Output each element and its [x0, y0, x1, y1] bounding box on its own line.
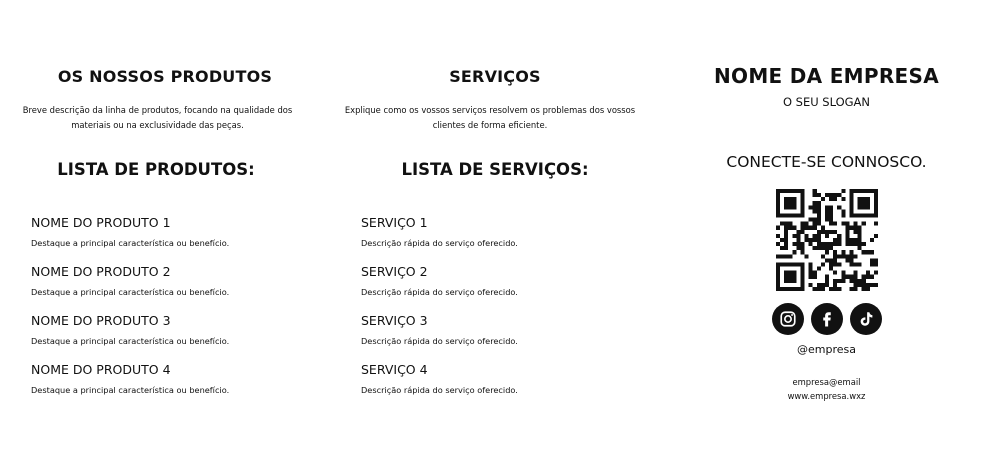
service-name: SERVIÇO 1 [361, 215, 428, 230]
products-description-line-1: Breve descrição da linha de produtos, focando na qualidade dos [22, 105, 293, 115]
services-list-title: LISTA DE SERVIÇOS: [401, 160, 589, 179]
product-item [31, 263, 229, 312]
services-description-line-1: Explique como os vossos serviços resolvem os problemas dos vossos [344, 105, 636, 115]
tiktok-icon[interactable] [850, 303, 882, 335]
social-icons [772, 303, 882, 335]
instagram-icon[interactable] [772, 303, 804, 335]
products-description-line-2: materiais ou na exclusividade das peças. [71, 120, 244, 130]
product-name: NOME DO PRODUTO 3 [31, 313, 171, 328]
products-list-title: LISTA DE PRODUTOS: [57, 160, 255, 179]
service-name: SERVIÇO 4 [361, 362, 428, 377]
product-name: NOME DO PRODUTO 1 [31, 215, 171, 230]
slogan: O SEU SLOGAN [782, 95, 871, 109]
product-description: Destaque a principal característica ou benefício. [31, 385, 230, 395]
service-item [361, 263, 518, 312]
product-description: Destaque a principal característica ou benefício. [31, 336, 230, 346]
company-name: NOME DA EMPRESA [714, 64, 939, 88]
email-text[interactable]: empresa@email [792, 377, 861, 387]
social-handle: @empresa [797, 343, 856, 356]
website-text[interactable]: www.empresa.wxz [787, 391, 866, 401]
product-item [31, 361, 229, 410]
connect-heading: CONECTE-SE CONNOSCO. [726, 153, 927, 171]
services-list [361, 214, 518, 410]
service-description: Descrição rápida do serviço oferecido. [361, 238, 518, 248]
service-name: SERVIÇO 2 [361, 264, 428, 279]
product-description: Destaque a principal característica ou benefício. [31, 238, 230, 248]
product-name: NOME DO PRODUTO 4 [31, 362, 171, 377]
service-description: Descrição rápida do serviço oferecido. [361, 336, 518, 346]
service-item [361, 214, 518, 263]
products-section [0, 0, 330, 468]
product-description: Destaque a principal característica ou benefício. [31, 287, 230, 297]
product-name: NOME DO PRODUTO 2 [31, 264, 171, 279]
service-name: SERVIÇO 3 [361, 313, 428, 328]
service-description: Descrição rápida do serviço oferecido. [361, 385, 518, 395]
service-description: Descrição rápida do serviço oferecido. [361, 287, 518, 297]
contact-section [660, 0, 993, 468]
products-title: OS NOSSOS PRODUTOS [57, 67, 273, 86]
products-list [31, 214, 229, 410]
services-section [330, 0, 660, 468]
product-item [31, 312, 229, 361]
facebook-icon[interactable] [811, 303, 843, 335]
service-item [361, 312, 518, 361]
product-item [31, 214, 229, 263]
services-title: SERVIÇOS [449, 67, 541, 86]
service-item [361, 361, 518, 410]
services-description [330, 103, 650, 133]
products-description [0, 103, 315, 133]
services-description-line-2: clientes de forma eficiente. [432, 120, 548, 130]
qr-code-icon[interactable] [776, 189, 878, 291]
